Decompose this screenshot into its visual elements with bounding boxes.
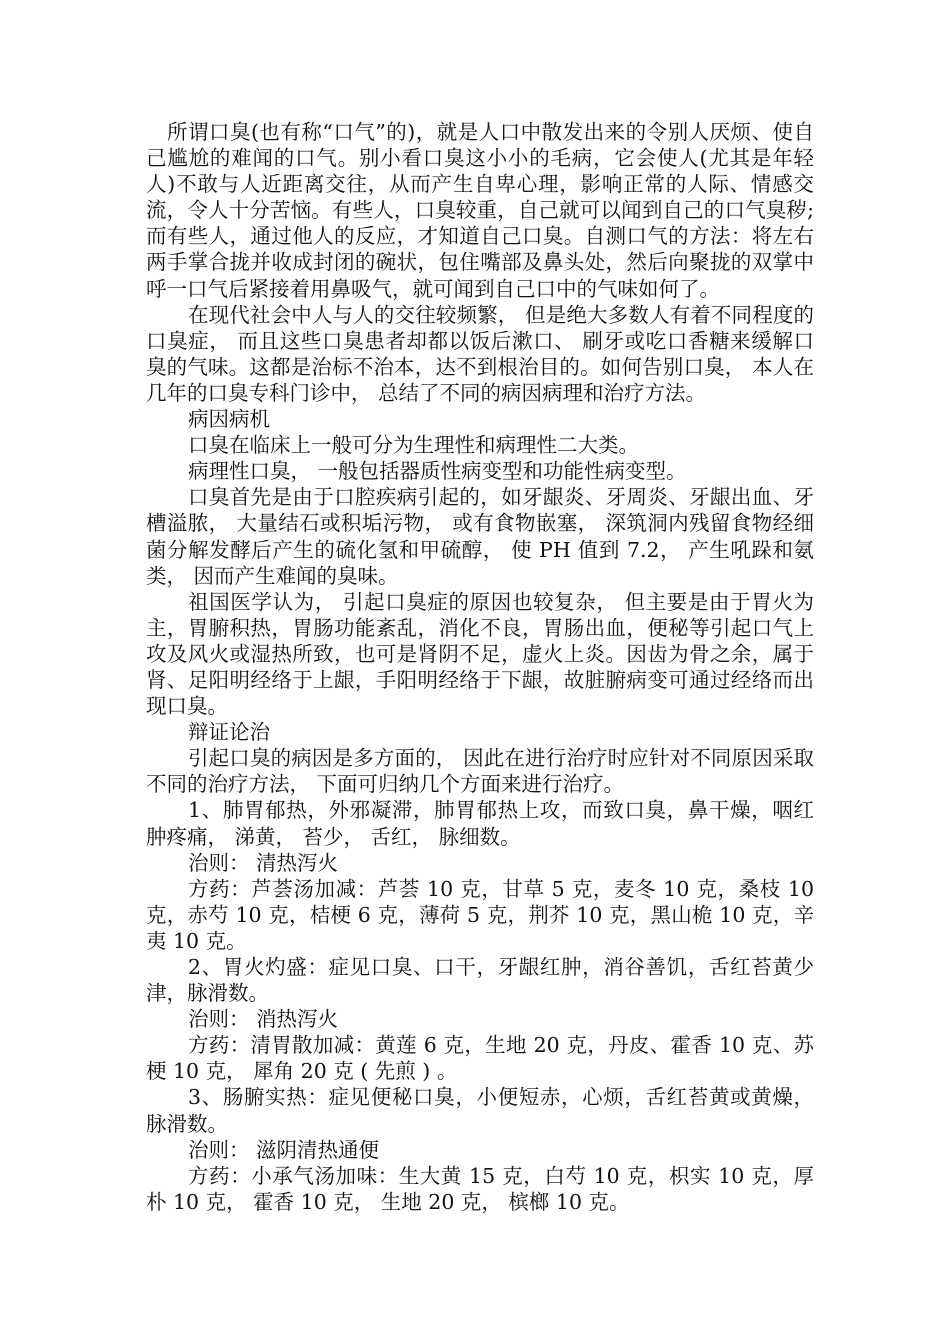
body-paragraph: 引起口臭的病因是多方面的， 因此在进行治疗时应针对不同原因采取不同的治疗方法， 下面可归纳几个方面来进行治疗。 xyxy=(146,746,814,797)
body-paragraph: 病理性口臭， 一般包括器质性病变型和功能性病变型。 xyxy=(188,459,687,484)
treatment-principle: 治则： 消热泻火 xyxy=(188,1007,339,1032)
treatment-principle: 治则： 滋阴清热通便 xyxy=(188,1137,380,1162)
section-heading-treatment: 辩证论治 xyxy=(188,720,270,745)
intro-paragraph: 所谓口臭(也有称“口气”的)，就是人口中散发出来的令别人厌烦、使自己尴尬的难闻的口气。别小看口臭这小小的毛病，它会使人(尤其是年轻人)不敢与人近距离交往，从而产生自卑心理，影响正常的人际、情感交流，令人十分苦恼。有些人，口臭较重，自己就可以闻到自己的口气臭秽;而有些人，通过他人的反应，才知道自己口臭。自测口气的方法：将左右两手掌合拢并收成封闭的碗状，包住嘴部及鼻头处，然后向聚拢的双掌中呼一口气后紧接着用鼻吸气，就可闻到自己口中的气味如何了。 xyxy=(146,120,814,301)
body-paragraph: 口臭首先是由于口腔疾病引起的，如牙龈炎、牙周炎、牙龈出血、牙槽溢脓， 大量结石或积垢污物， 或有食物嵌塞， 深筑洞内残留食物经细菌分解发酵后产生的硫化氢和甲硫醇， 使 PH 值到 7.2， 产生吼跺和氨类， 因而产生难闻的臭味。 xyxy=(146,485,814,588)
syndrome-item: 1、肺胃郁热，外邪凝滞，肺胃郁热上攻，而致口臭，鼻干燥，咽红肿疼痛， 涕黄， 苔少， 舌红， 脉细数。 xyxy=(146,798,814,849)
prescription: 方药：小承气汤加味：生大黄 15 克，白芍 10 克，枳实 10 克，厚朴 10 克， 霍香 10 克， 生地 20 克， 槟榔 10 克。 xyxy=(146,1163,814,1214)
prescription: 方药：芦荟汤加减：芦荟 10 克，甘草 5 克，麦冬 10 克，桑枝 10 克，赤芍 10 克，桔梗 6 克，薄荷 5 克，荆芥 10 克，黑山桅 10 克，辛夷 10 克。 xyxy=(146,876,814,953)
prescription: 方药：清胃散加减：黄莲 6 克，生地 20 克，丹皮、霍香 10 克、苏梗 10 克， 犀角 20 克 ( 先煎 ) 。 xyxy=(146,1033,814,1084)
treatment-principle: 治则： 清热泻火 xyxy=(188,850,339,875)
document-body xyxy=(146,119,814,1215)
body-paragraph: 口臭在临床上一般可分为生理性和病理性二大类。 xyxy=(188,433,639,458)
syndrome-item: 2、胃火灼盛：症见口臭、口干，牙龈红肿，消谷善饥，舌红苔黄少津，脉滑数。 xyxy=(146,955,814,1006)
syndrome-item: 3、肠腑实热：症见便秘口臭，小便短赤，心烦，舌红苔黄或黄燥，脉滑数。 xyxy=(146,1085,814,1136)
body-paragraph: 祖国医学认为， 引起口臭症的原因也较复杂， 但主要是由于胃火为主，胃腑积热，胃肠功能紊乱，消化不良，胃肠出血，便秘等引起口气上攻及风火或湿热所致，也可是肾阴不足，虚火上炎。因齿为骨之余，属于肾、足阳明经络于上龈，手阳明经络于下龈，故脏腑病变可通过经络而出现口臭。 xyxy=(146,589,814,719)
body-paragraph: 在现代社会中人与人的交往较频繁， 但是绝大多数人有着不同程度的口臭症， 而且这些口臭患者却都以饭后漱口、 刷牙或吃口香糖来缓解口臭的气味。这都是治标不治本，达不到根治目的。如何告别口臭， 本人在几年的口臭专科门诊中， 总结了不同的病因病理和治疗方法。 xyxy=(146,302,814,405)
section-heading-etiology: 病因病机 xyxy=(188,407,270,432)
